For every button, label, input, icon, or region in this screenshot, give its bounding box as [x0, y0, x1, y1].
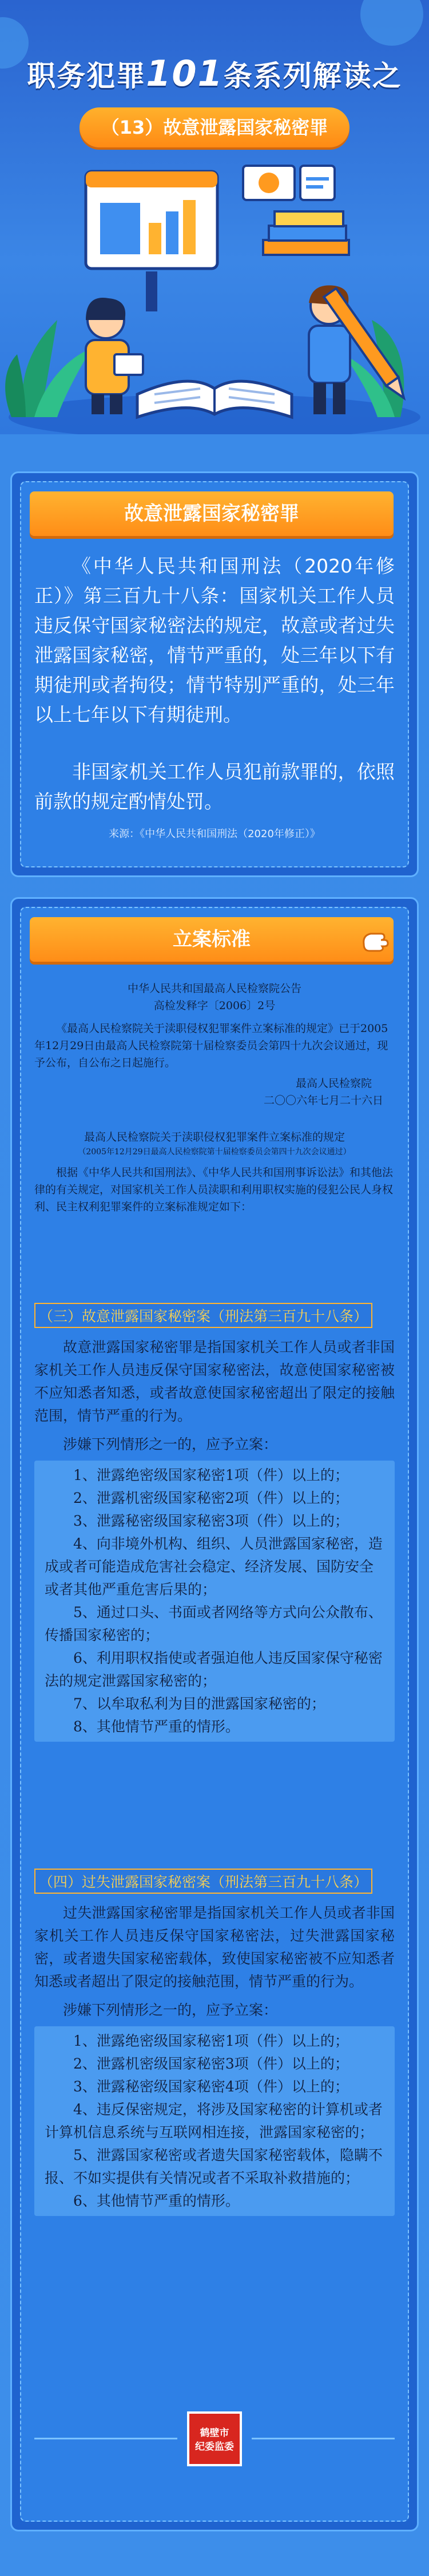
list-item: 2、泄露机密级国家秘密3项（件）以上的； — [73, 2055, 349, 2072]
divider — [34, 2438, 177, 2439]
list-item: 4、向非境外机构、组织、人员泄露国家秘密，造成或者可能造成危害社会稳定、经济发展、国防安全或者其他严重危害后果的； — [45, 1535, 383, 1598]
stamp-line: 纪委监委 — [195, 2441, 234, 2453]
hand-pointer-icon — [358, 921, 392, 955]
section-negligent — [34, 1869, 395, 2216]
list-item: 3、泄露秘密级国家秘密3项（件）以上的； — [73, 1513, 349, 1529]
standards-tag — [30, 917, 394, 962]
list-item: 5、通过口头、书面或者网络等方式向公众散布、传播国家秘密的； — [45, 1604, 383, 1643]
regulation-title: 最高人民检察院关于渎职侵权犯罪案件立案标准的规定 — [84, 1131, 345, 1143]
section-lead: 涉嫌下列情形之一的，应予立案： — [63, 2002, 278, 2018]
section-body: 过失泄露国家秘密罪是指国家机关工作人员或者非国家机关工作人员违反保守国家秘密法，过失泄露国家秘密，或者遗失国家秘密载体，致使国家秘密被不应知悉者知悉或者超出了限定的接触范围，情节严重的行为。 — [34, 1905, 395, 1990]
page-title: 职务犯罪101条系列解读之 — [27, 53, 402, 94]
standards-tag-label: 立案标准 — [173, 928, 251, 951]
law-article-text-2: 非国家机关工作人员犯前款罪的，依照前款的规定酌情处罚。 — [34, 761, 395, 813]
hero-banner — [0, 0, 429, 434]
list-item: 4、违反保密规定，将涉及国家秘密的计算机或者计算机信息系统与互联网相连接，泄露国家秘密的； — [45, 2101, 383, 2141]
regulation-note: （2005年12月29日最高人民检察院第十届检察委员会第四十九次会议通过） — [78, 1147, 351, 1157]
regulation-intro: 根据《中华人民共和国刑法》、《中华人民共和国刑事诉讼法》和其他法律的有关规定，对国家机关工作人员渎职和利用职权实施的侵犯公民人身权利、民主权利犯罪案件的立案标准规定如下： — [34, 1166, 394, 1213]
list-item: 8、其他情节严重的情形。 — [73, 1718, 240, 1735]
books-icon — [263, 211, 349, 255]
section-intentional — [34, 1303, 395, 1742]
list-item: 1、泄露绝密级国家秘密1项（件）以上的； — [73, 1467, 349, 1483]
criteria-list — [34, 1461, 395, 1742]
decor-circle — [360, 0, 423, 46]
notice-heading: 中华人民共和国最高人民检察院公告 — [127, 982, 301, 995]
notice-date: 二〇〇六年七月二十六日 — [263, 1094, 383, 1107]
list-item: 2、泄露机密级国家秘密2项（件）以上的； — [73, 1490, 349, 1506]
card-icon — [300, 166, 335, 200]
subtitle-badge: （13）故意泄露国家秘密罪 — [80, 107, 349, 147]
list-item: 6、其他情节严重的情形。 — [73, 2193, 240, 2209]
section-title: （四）过失泄露国家秘密案（刑法第三百九十八条） — [34, 1869, 372, 1894]
definition-tag: 故意泄露国家秘密罪 — [30, 491, 394, 536]
list-item: 7、以牟取私利为目的泄露国家秘密的； — [73, 1695, 325, 1712]
list-item: 1、泄露绝密级国家秘密1项（件）以上的； — [73, 2033, 349, 2049]
list-item: 6、利用职权指使或者强迫他人违反国家保守秘密法的规定泄露国家秘密的； — [45, 1650, 383, 1689]
notice-signature: 最高人民检察院 — [295, 1077, 372, 1090]
hero-illustration — [0, 149, 429, 434]
section-body: 故意泄露国家秘密罪是指国家机关工作人员或者非国家机关工作人员违反保守国家秘密法，故意使国家秘密被不应知悉者知悉，或者故意使国家秘密超出了限定的接触范围，情节严重的行为。 — [34, 1339, 395, 1424]
list-item: 3、泄露秘密级国家秘密4项（件）以上的； — [73, 2078, 349, 2095]
notice-number: 高检发释字〔2006〕2号 — [153, 999, 276, 1012]
law-article-text: 《中华人民共和国刑法（2020年修正）》第三百九十八条：国家机关工作人员违反保守国家秘密法的规定，故意或者过失泄露国家秘密，情节严重的，处三年以下有期徒刑或者拘役；情节特别严重的，处三年以上七年以下有期徒刑。 — [34, 555, 395, 726]
logo-stamp — [187, 2411, 242, 2466]
section-lead: 涉嫌下列情形之一的，应予立案： — [63, 1436, 278, 1453]
list-item: 5、泄露国家秘密或者遗失国家秘密载体，隐瞒不报、不如实提供有关情况或者不采取补救措施的； — [45, 2147, 383, 2186]
chart-board-icon — [86, 171, 217, 311]
divider — [252, 2438, 395, 2439]
notice-intro: 《最高人民检察院关于渎职侵权犯罪案件立案标准的规定》已于2005年12月29日由最高人民检察院第十届检察委员会第四十九次会议通过，现予公布，自公布之日起施行。 — [34, 1022, 388, 1069]
open-book-icon — [137, 381, 292, 417]
criteria-list — [34, 2026, 395, 2216]
section-title: （三）故意泄露国家秘密案（刑法第三百九十八条） — [34, 1303, 372, 1328]
stamp-line: 鹤壁市 — [200, 2427, 229, 2439]
source-note: 来源：《中华人民共和国刑法（2020年修正）》 — [109, 828, 320, 840]
notice-document — [34, 980, 395, 1215]
